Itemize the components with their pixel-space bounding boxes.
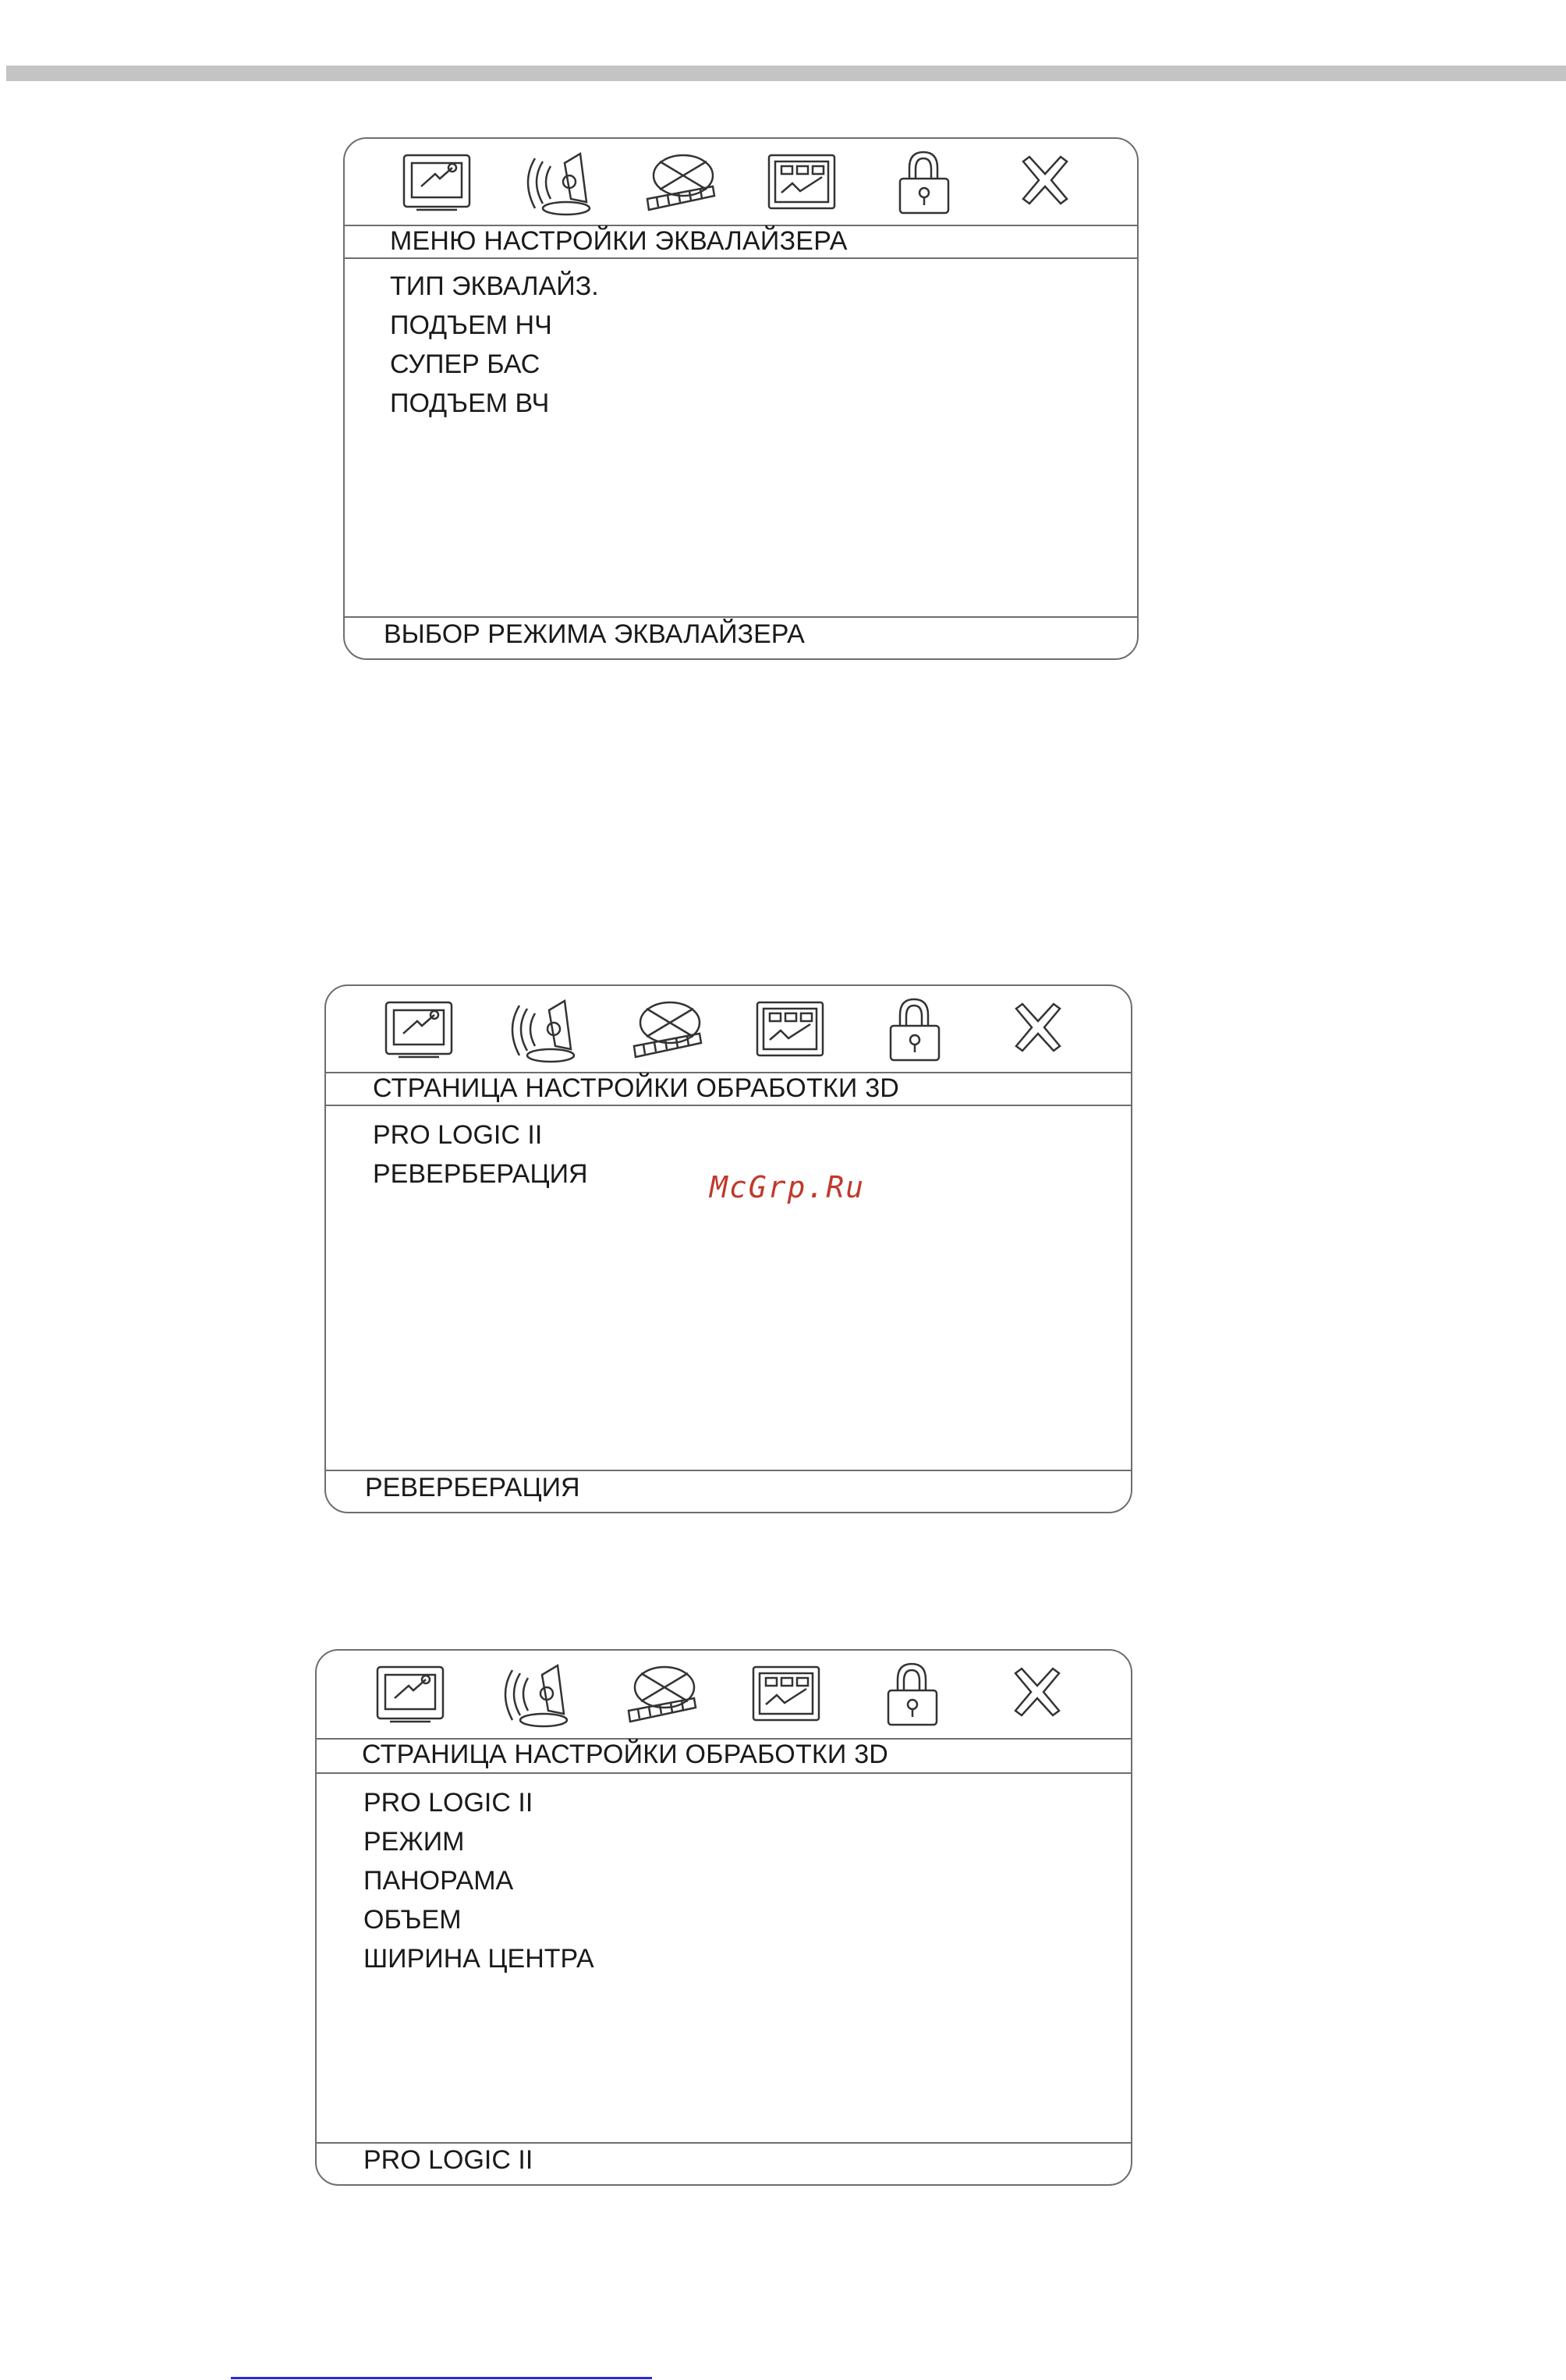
menu-list — [363, 1783, 594, 1978]
menu-item-center-width[interactable]: ШИРИНА ЦЕНТРА — [363, 1944, 594, 1974]
setup-screen-icon[interactable] — [380, 995, 458, 1065]
menu-item-pro-logic[interactable]: PRO LOGIC II — [373, 1120, 543, 1150]
speaker-icon[interactable] — [497, 1659, 575, 1729]
status-text: РЕВЕРБЕРАЦИЯ — [365, 1473, 580, 1502]
close-x-icon[interactable] — [999, 995, 1077, 1065]
speaker-icon[interactable] — [519, 147, 597, 218]
menu-icon-bar — [345, 139, 1137, 226]
panel-title: СТРАНИЦА НАСТРОЙКИ ОБРАБОТКИ 3D — [362, 1740, 889, 1769]
3d-processing-panel-pro-logic — [315, 1649, 1132, 2186]
3d-processing-panel — [324, 984, 1132, 1513]
padlock-icon[interactable] — [884, 147, 962, 218]
equalizer-menu-panel — [343, 137, 1139, 660]
menu-item-reverb[interactable]: РЕВЕРБЕРАЦИЯ — [373, 1159, 588, 1189]
top-rule — [6, 66, 1566, 81]
menu-icon-bar — [317, 1651, 1131, 1738]
close-x-icon[interactable] — [998, 1659, 1076, 1729]
panel-title: МЕНЮ НАСТРОЙКИ ЭКВАЛАЙЗЕРА — [390, 226, 848, 256]
status-divider — [317, 2142, 1131, 2144]
menu-item-mode[interactable]: РЕЖИМ — [363, 1827, 465, 1857]
title-bottom-divider — [345, 257, 1137, 259]
panel-title: СТРАНИЦА НАСТРОЙКИ ОБРАБОТКИ 3D — [373, 1073, 900, 1103]
title-bottom-divider — [317, 1772, 1131, 1774]
status-divider — [345, 616, 1137, 618]
preferences-panel-icon[interactable] — [747, 1659, 825, 1729]
speaker-icon[interactable] — [504, 995, 582, 1065]
status-text: ВЫБОР РЕЖИМА ЭКВАЛАЙЗЕРА — [384, 619, 805, 649]
film-reel-icon[interactable] — [641, 147, 719, 218]
close-x-icon[interactable] — [1006, 147, 1084, 218]
status-divider — [326, 1470, 1131, 1471]
preferences-panel-icon[interactable] — [751, 995, 829, 1065]
menu-icon-bar — [326, 986, 1131, 1073]
menu-item-panorama[interactable]: ПАНОРАМА — [363, 1866, 514, 1896]
setup-screen-icon[interactable] — [371, 1659, 449, 1729]
menu-item-treble-boost[interactable]: ПОДЪЕМ ВЧ — [390, 388, 550, 418]
menu-item-pro-logic[interactable]: PRO LOGIC II — [363, 1788, 533, 1818]
padlock-icon[interactable] — [875, 995, 953, 1065]
setup-screen-icon[interactable] — [398, 147, 476, 218]
menu-item-eq-type[interactable]: ТИП ЭКВАЛАЙЗ. — [390, 271, 599, 301]
film-reel-icon[interactable] — [628, 995, 706, 1065]
status-text: PRO LOGIC II — [363, 2145, 533, 2175]
watermark-text: McGrp.Ru — [710, 1170, 866, 1204]
menu-item-dimension[interactable]: ОБЪЕМ — [363, 1905, 462, 1935]
title-bottom-divider — [326, 1105, 1131, 1106]
padlock-icon[interactable] — [873, 1659, 951, 1729]
bottom-link-underline — [231, 2377, 652, 2379]
menu-list — [390, 267, 599, 423]
preferences-panel-icon[interactable] — [763, 147, 841, 218]
menu-item-super-bass[interactable]: СУПЕР БАС — [390, 349, 540, 379]
film-reel-icon[interactable] — [622, 1659, 700, 1729]
menu-list — [373, 1116, 588, 1194]
menu-item-bass-boost[interactable]: ПОДЪЕМ НЧ — [390, 310, 552, 340]
